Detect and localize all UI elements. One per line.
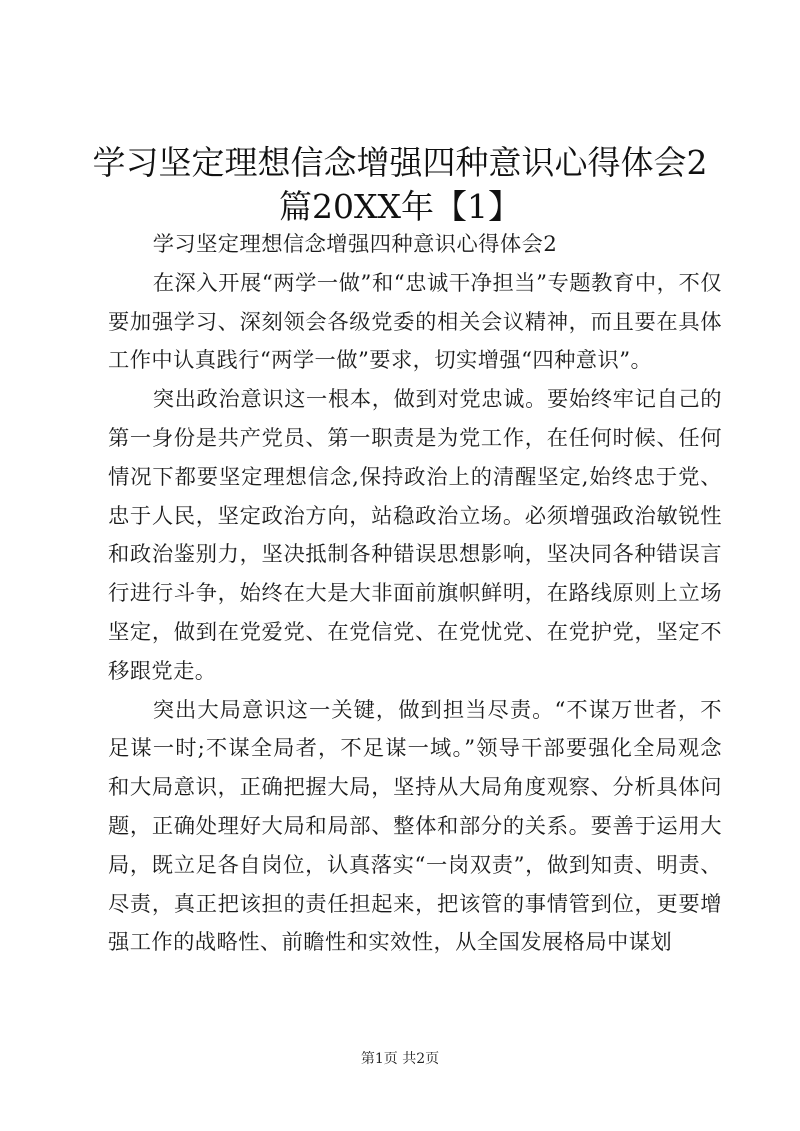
paragraph-political-awareness: 突出政治意识这一根本，做到对党忠诚。要始终牢记自己的第一身份是共产党员、第一职责是为党工作，在任何时候、任何情况下都要坚定理想信念,保持政治上的清醒坚定,始终忠于党、忠于人民，坚定政治方向，站稳政治立场。必须增强政治敏锐性和政治鉴别力，坚决抵制各种错误思想影响，坚决同各种错误言行进行斗争，始终在大是大非面前旗帜鲜明，在路线原则上立场坚定，做到在党爱党、在党信党、在党忧党、在党护党，坚定不移跟党走。 — [108, 387, 722, 684]
paragraph-subtitle: 学习坚定理想信念增强四种意识心得体会2 — [152, 232, 558, 257]
paragraph-intro: 在深入开展“两学一做”和“忠诚干净担当”专题教育中，不仅要加强学习、深刻领会各级党委的相关会议精神，而且要在具体工作中认真践行“两学一做”要求，切实增强“四种意识”。 — [108, 270, 722, 374]
document-title-line-1: 学习坚定理想信念增强四种意识心得体会2 — [92, 143, 708, 182]
document-body — [108, 226, 722, 963]
paragraph-overall-awareness: 突出大局意识这一关键，做到担当尽责。“不谋万世者，不足谋一时;不谋全局者，不足谋一域。”领导干部要强化全局观念和大局意识，正确把握大局，坚持从大局角度观察、分析具体问题，正确处理好大局和局部、整体和部分的关系。要善于运用大局，既立足各自岗位，认真落实“一岗双责”，做到知责、明责、尽责，真正把该担的责任担起来，把该管的事情管到位，更要增强工作的战略性、前瞻性和实效性，从全国发展格局中谋划 — [108, 697, 722, 956]
page-footer: 第1页 共2页 — [360, 1051, 440, 1067]
document-title-line-2: 篇20XX年【1】 — [279, 187, 521, 226]
